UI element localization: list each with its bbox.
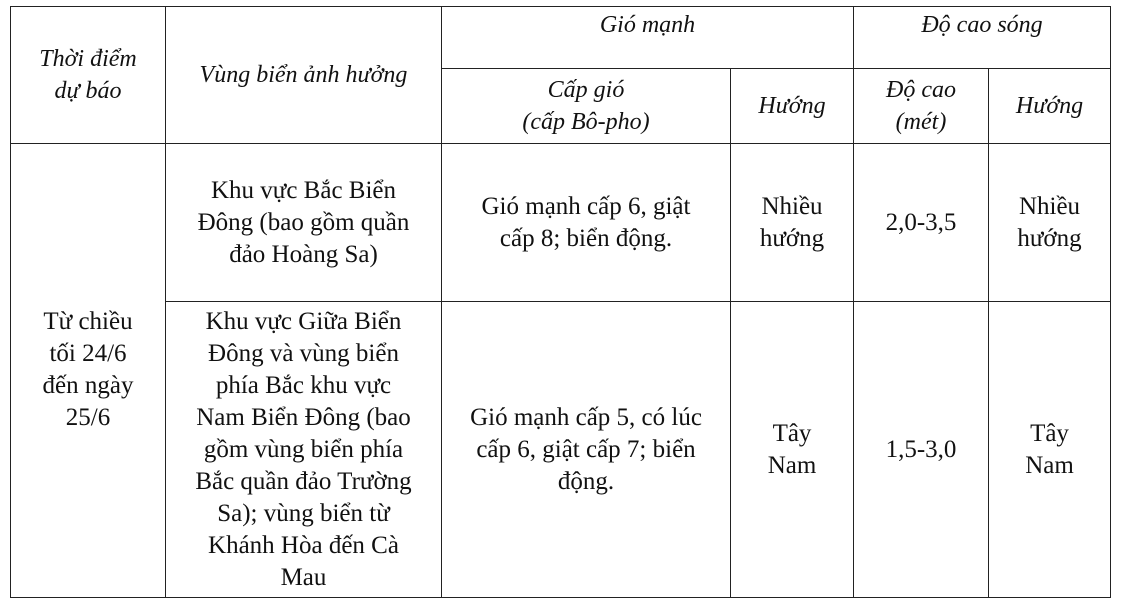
header-wind-direction: Hướng xyxy=(731,69,854,143)
forecast-table xyxy=(10,6,1111,598)
header-wind-level: Cấp gió (cấp Bô-pho) xyxy=(442,69,731,143)
forecast-time-cell: Từ chiều tối 24/6 đến ngày 25/6 xyxy=(11,143,166,597)
table-row xyxy=(11,302,1111,598)
header-wave-height: Độ cao sóng xyxy=(854,7,1111,69)
wave-height-cell: 1,5-3,0 xyxy=(854,302,989,598)
wave-direction-cell: Tây Nam xyxy=(989,302,1111,598)
wind-level-cell: Gió mạnh cấp 5, có lúc cấp 6, giật cấp 7; biển động. xyxy=(442,302,731,598)
table-row xyxy=(11,143,1111,302)
wind-direction-cell: Tây Nam xyxy=(731,302,854,598)
header-wave-direction: Hướng xyxy=(989,69,1111,143)
wave-height-cell: 2,0-3,5 xyxy=(854,143,989,302)
header-height-meters: Độ cao (mét) xyxy=(854,69,989,143)
area-cell: Khu vực Giữa Biển Đông và vùng biển phía Bắc khu vực Nam Biển Đông (bao gồm vùng biển phía Bắc quần đảo Trường Sa); vùng biển từ Khánh Hòa đến Cà Mau xyxy=(166,302,442,598)
wave-direction-cell: Nhiều hướng xyxy=(989,143,1111,302)
header-affected-area: Vùng biển ảnh hưởng xyxy=(166,7,442,144)
wind-direction-cell: Nhiều hướng xyxy=(731,143,854,302)
area-cell: Khu vực Bắc Biển Đông (bao gồm quần đảo Hoàng Sa) xyxy=(166,143,442,302)
header-strong-wind: Gió mạnh xyxy=(442,7,854,69)
header-forecast-time: Thời điểm dự báo xyxy=(11,7,166,144)
wind-level-cell: Gió mạnh cấp 6, giật cấp 8; biển động. xyxy=(442,143,731,302)
